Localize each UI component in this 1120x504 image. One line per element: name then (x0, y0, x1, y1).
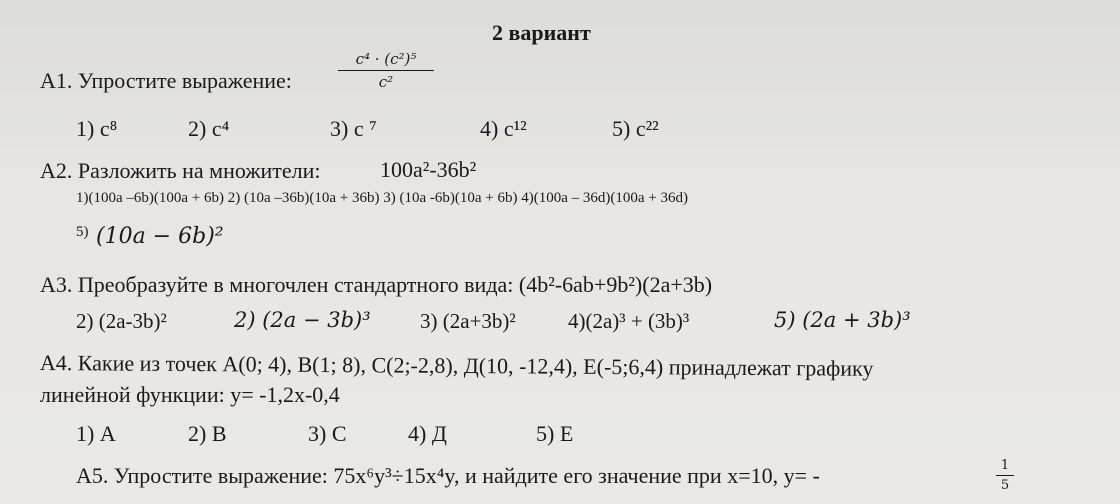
a2-options-line: 1)(100a –6b)(100a + 6b) 2) (10a –36b)(10a + 36b) 3) (10a -6b)(10a + 6b) 4)(100a – 36d)(100a + 36d) (76, 190, 688, 206)
a1-option-1: 1) c⁸ (76, 116, 118, 141)
a1-question: А1. Упростите выражение: (40, 68, 292, 93)
a5-question: А5. Упростите выражение: 75x⁶y³÷15x⁴y, и найдите его значение при x=10, y= - (76, 463, 820, 488)
a3-option-3: 3) (2a+3b)² (420, 309, 516, 333)
a3-question: А3. Преобразуйте в многочлен стандартного вида: (4b²-6ab+9b²)(2a+3b) (40, 272, 713, 297)
a2-expression: 100a²-36b² (380, 157, 477, 182)
a1-fraction-bar (338, 70, 434, 71)
a4-option-4: 4) Д (408, 421, 447, 446)
a5-fraction-numerator: 1 (1000, 458, 1010, 473)
a4-option-5: 5) Е (536, 421, 574, 446)
variant-title: 2 вариант (492, 20, 591, 45)
a5-fraction (996, 458, 1014, 493)
a2-option-5-expression: (10a − 6b)² (96, 224, 224, 249)
a4-question-line-1: А4. Какие из точек А(0; 4), В(1; 8), С(2;-2,8), Д(10, -12,4), Е(-5;6,4) принадлежат графику (39, 350, 874, 381)
a2-option-5-number: 5) (76, 224, 89, 240)
a3-option-2: 2) (2a − 3b)³ (234, 308, 371, 332)
a1-option-4: 4) c¹² (480, 116, 527, 141)
a2-question: А2. Разложить на множители: (40, 158, 321, 183)
a5-fraction-denominator: 5 (1000, 478, 1010, 493)
a3-option-5: 5) (2a + 3b)³ (774, 308, 911, 332)
a3-option-1: 2) (2a-3b)² (76, 309, 167, 333)
a4-option-3: 3) С (308, 421, 347, 446)
a1-fraction-numerator: c⁴ · (c²)⁵ (355, 50, 417, 68)
a4-option-2: 2) В (188, 421, 227, 446)
a1-option-3: 3) c ⁷ (330, 116, 377, 141)
a4-question-line-2: линейной функции: y= -1,2x-0,4 (40, 382, 340, 407)
a4-option-1: 1) А (76, 421, 116, 446)
a1-option-5: 5) c²² (612, 116, 659, 141)
a1-fraction-denominator: c² (378, 73, 394, 91)
a5-fraction-bar (996, 475, 1014, 476)
a3-option-4: 4)(2a)³ + (3b)³ (568, 309, 690, 333)
a1-option-2: 2) c⁴ (188, 116, 230, 141)
a1-fraction (338, 50, 434, 91)
